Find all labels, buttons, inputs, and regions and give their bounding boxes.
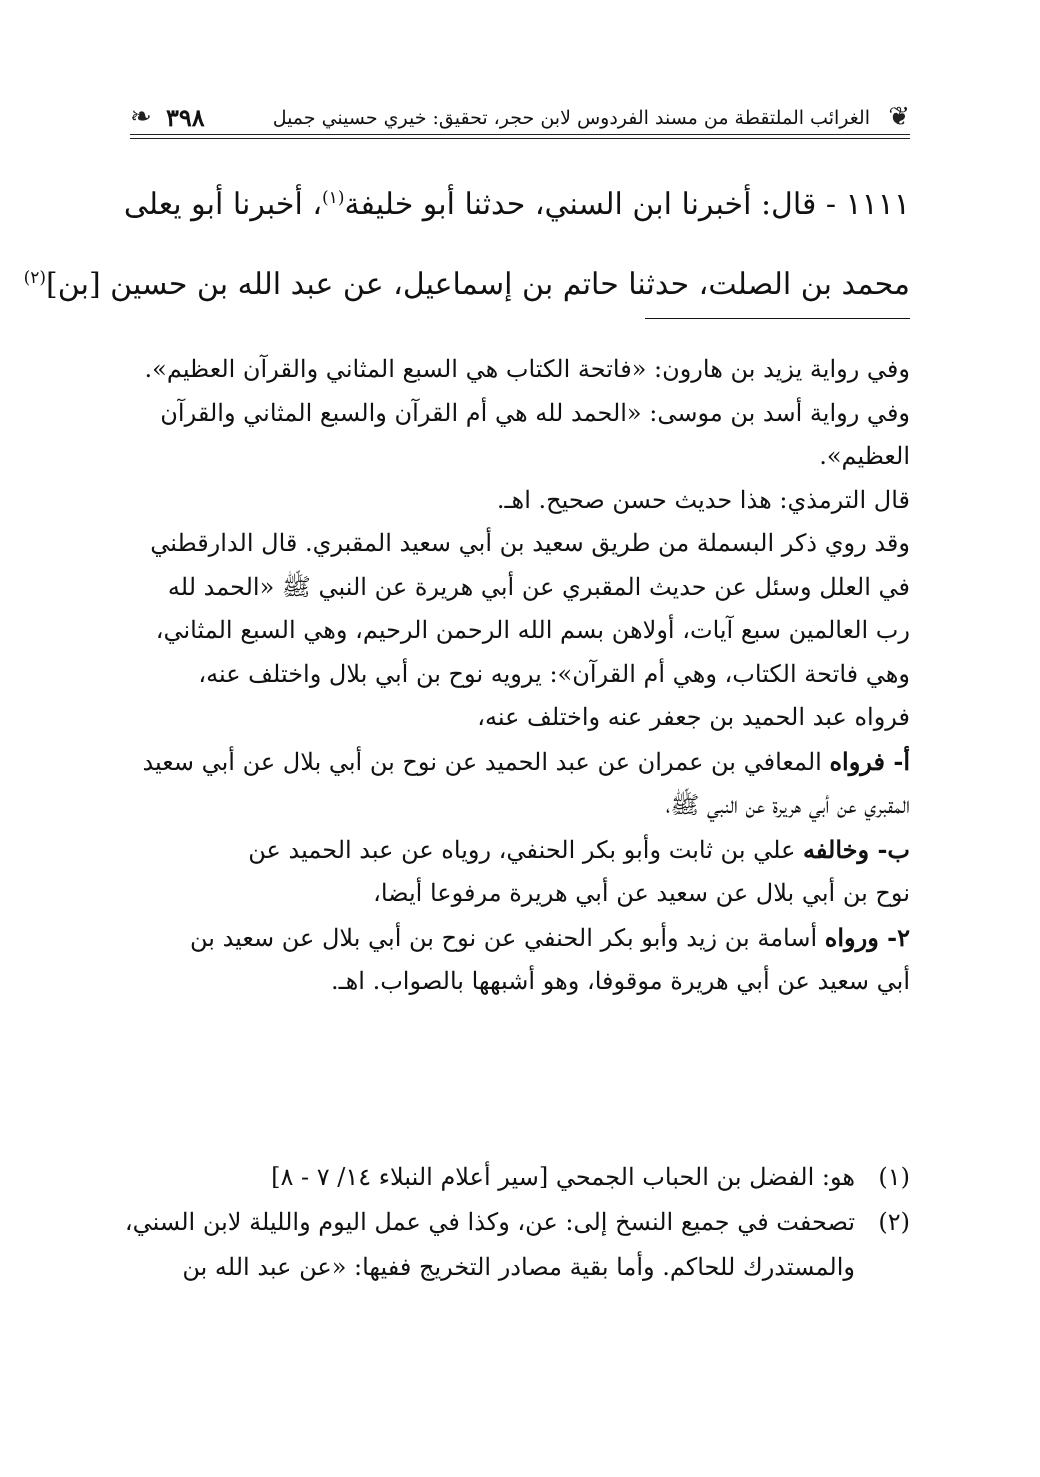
hadith-line-2-text: محمد بن الصلت، حدثنا حاتم بن إسماعيل، عن عبد الله بن حسين [بن] — [46, 267, 910, 302]
item-a-line-2: المقبري عن أبي هريرة عن النبي ﷺ، — [665, 791, 910, 819]
page-header — [130, 100, 910, 140]
item-2-line-1 — [130, 916, 910, 961]
commentary-line: وفي رواية أسد بن موسى: «الحمد لله هي أم القرآن والسبع المثاني والقرآن — [160, 398, 910, 427]
hadith-line-1-end: ، أخبرنا أبو يعلى — [123, 187, 323, 222]
footnote-line: والمستدرك للحاكم. وأما بقية مصادر التخريج ففيها: «عن عبد الله بن — [182, 1253, 855, 1281]
hadith-line-1-text: ١١١١ - قال: أخبرنا ابن السني، حدثنا أبو خليفة — [344, 187, 910, 222]
footnote-number: (١) — [878, 1163, 910, 1191]
footnote-line: هو: الفضل بن الحباب الجمحي [سير أعلام النبلاء ١٤/ ٧ - ٨] — [271, 1163, 855, 1191]
commentary — [130, 348, 910, 1004]
running-header-title: الغرائب الملتقطة من مسند الفردوس لابن حجر، تحقيق: خيري حسيني جميل — [272, 107, 870, 129]
item-b-line-2: نوح بن أبي بلال عن سعيد عن أبي هريرة مرفوعا أيضا، — [373, 879, 910, 907]
item-b-label: ب- وخالفه — [803, 834, 910, 864]
header-rule — [130, 134, 910, 139]
commentary-line: في العلل وسئل عن حديث المقبري عن أبي هريرة عن النبي ﷺ «الحمد لله — [167, 572, 910, 601]
commentary-line: وقد روي ذكر البسملة من طريق سعيد بن أبي سعيد المقبري. قال الدارقطني — [150, 529, 910, 557]
commentary-line: قال الترمذي: هذا حديث حسن صحيح. اهـ. — [496, 485, 910, 514]
footnote-ref-1[interactable]: (١) — [322, 188, 345, 208]
footnote-body — [125, 1200, 855, 1290]
commentary-line: فرواه عبد الحميد بن جعفر عنه واختلف عنه، — [477, 703, 910, 731]
footnote-2 — [124, 1200, 910, 1290]
item-a-line-1 — [130, 740, 910, 785]
hadith-line-2 — [23, 245, 910, 325]
header-ornament-left-icon: ❧ — [130, 102, 152, 132]
hadith-line-1 — [123, 165, 910, 245]
item-a-text: المعافي بن عمران عن عبد الحميد عن نوح بن أبي بلال عن أبي سعيد — [142, 747, 830, 776]
commentary-line: وهي فاتحة الكتاب، وهي أم القرآن»: يرويه نوح بن أبي بلال واختلف عنه، — [198, 659, 910, 688]
footnote-number: (٢) — [878, 1208, 910, 1236]
footnote-1 — [130, 1155, 910, 1200]
item-b-text: علي بن ثابت وأبو بكر الحنفي، روياه عن عبد الحميد عن — [248, 835, 804, 864]
hadith-text — [23, 165, 910, 325]
item-2-label: ٢- ورواه — [824, 922, 910, 952]
page-number: ٣٩٨ — [166, 103, 205, 132]
item-2-text: أسامة بن زيد وأبو بكر الحنفي عن نوح بن أبي بلال عن سعيد بن — [190, 923, 825, 952]
item-a-label: أ- فرواه — [829, 746, 910, 776]
commentary-line: العظيم». — [819, 442, 910, 470]
commentary-line: وفي رواية يزيد بن هارون: «فاتحة الكتاب هي السبع المثاني والقرآن العظيم». — [144, 355, 910, 383]
item-b-line-1 — [130, 828, 910, 873]
footnote-body — [130, 1155, 855, 1200]
header-ornament-right-icon: ❦ — [888, 102, 910, 132]
footnote-separator — [645, 318, 910, 319]
commentary-line: رب العالمين سبع آيات، أولاهن بسم الله الرحمن الرحيم، وهي السبع المثاني، — [155, 616, 910, 644]
footnote-ref-2[interactable]: (٢) — [23, 268, 47, 288]
footnotes — [124, 1155, 910, 1290]
item-2-line-2: أبي سعيد عن أبي هريرة موقوفا، وهو أشبهها بالصواب. اهـ. — [330, 967, 910, 995]
footnote-line: تصحفت في جميع النسخ إلى: عن، وكذا في عمل اليوم والليلة لابن السني، — [124, 1208, 855, 1236]
